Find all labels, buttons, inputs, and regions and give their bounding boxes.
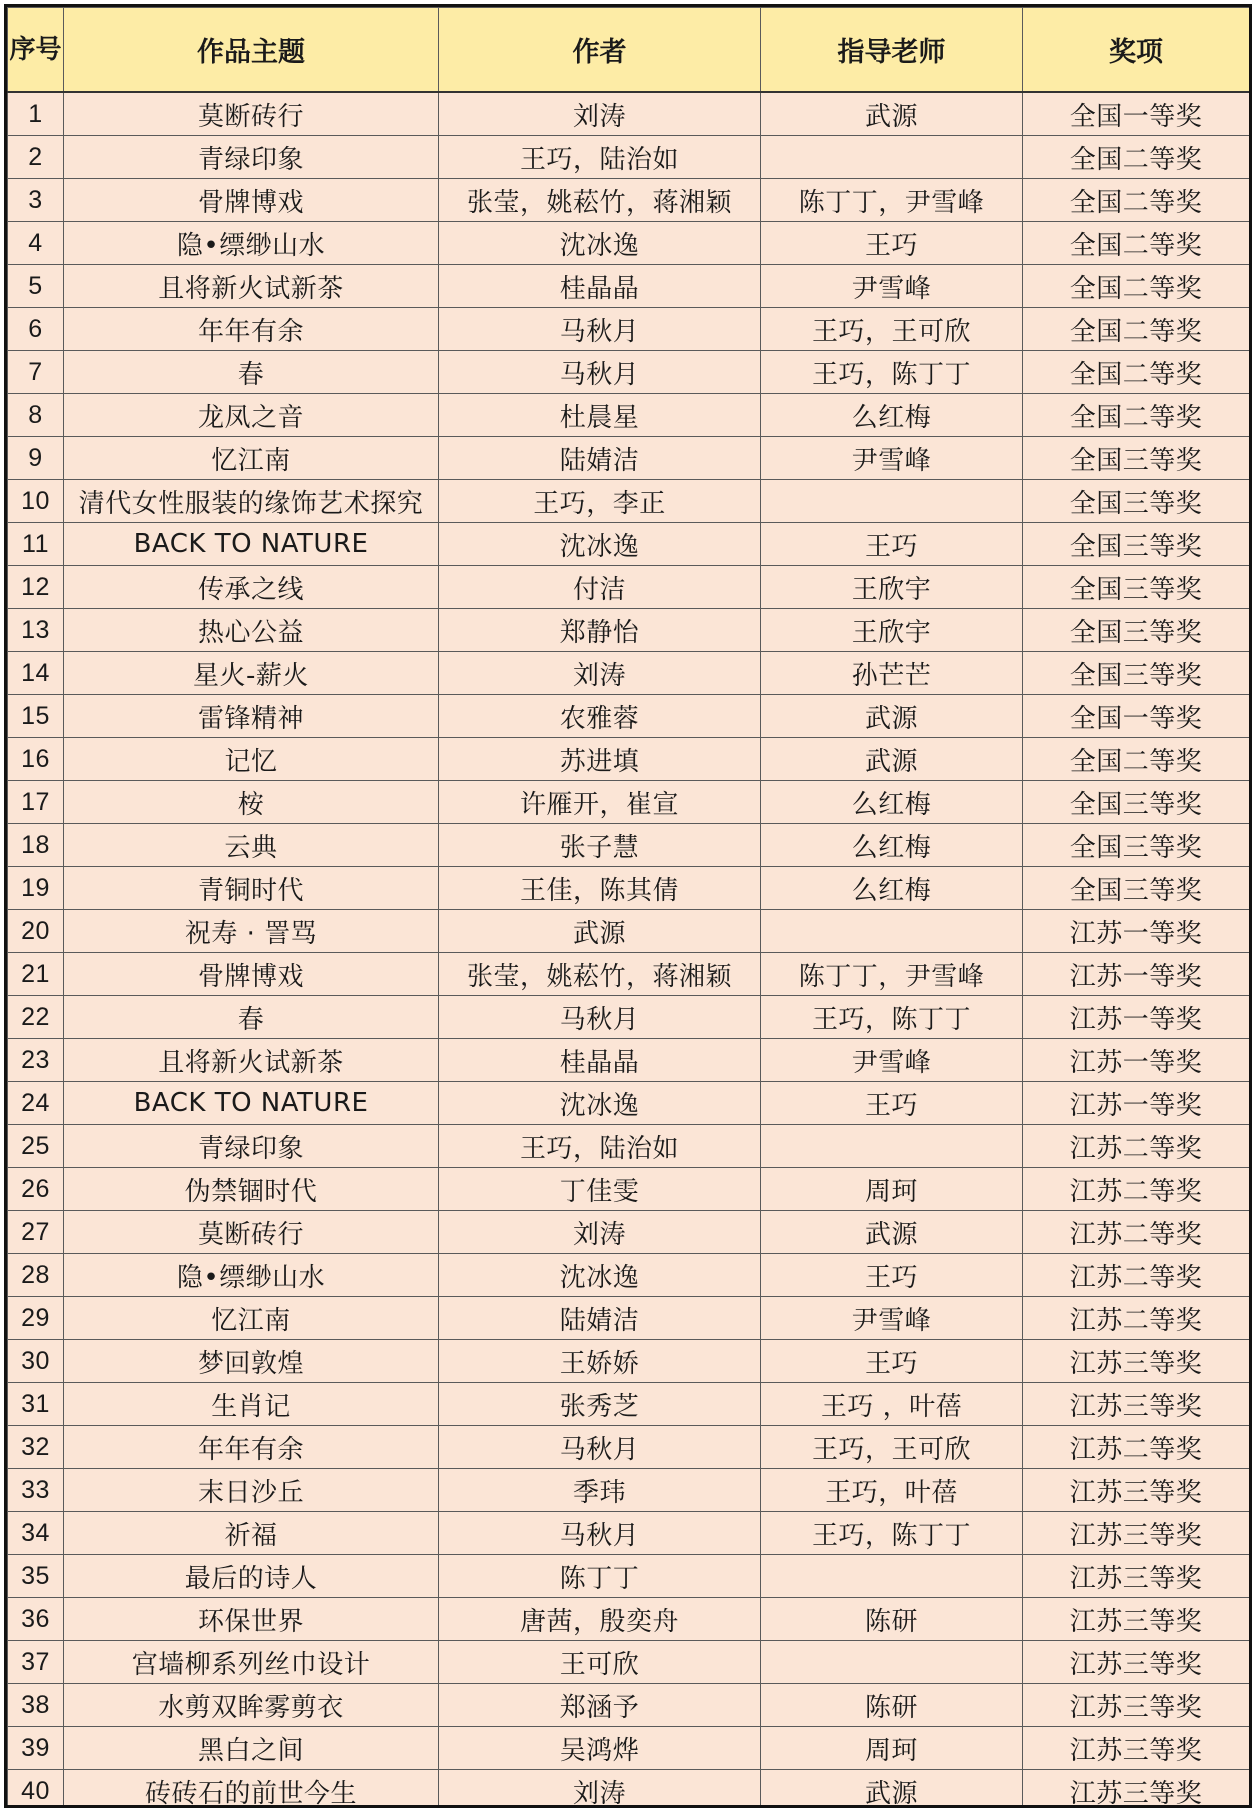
table-row [8, 1727, 1250, 1770]
cell-no: 36 [8, 1598, 64, 1641]
table-row [8, 738, 1250, 781]
cell-title: 雷锋精神 [64, 695, 439, 738]
cell-author: 王娇娇 [439, 1340, 761, 1383]
cell-award: 全国二等奖 [1023, 265, 1250, 308]
cell-award: 全国三等奖 [1023, 867, 1250, 910]
cell-author: 郑静怡 [439, 609, 761, 652]
cell-teacher: 王巧，王可欣 [761, 308, 1023, 351]
cell-author: 季玮 [439, 1469, 761, 1512]
cell-award: 江苏三等奖 [1023, 1641, 1250, 1684]
cell-title: 莫断砖行 [64, 92, 439, 136]
cell-teacher [761, 136, 1023, 179]
table-row [8, 609, 1250, 652]
cell-award: 江苏二等奖 [1023, 1211, 1250, 1254]
cell-title: 环保世界 [64, 1598, 439, 1641]
cell-award: 江苏三等奖 [1023, 1555, 1250, 1598]
table-row [8, 1340, 1250, 1383]
cell-no: 29 [8, 1297, 64, 1340]
table-body [8, 92, 1250, 1808]
cell-author: 陈丁丁 [439, 1555, 761, 1598]
cell-author: 张莹，姚菘竹，蒋湘颖 [439, 953, 761, 996]
cell-no: 30 [8, 1340, 64, 1383]
cell-award: 江苏二等奖 [1023, 1426, 1250, 1469]
cell-title: 骨牌博戏 [64, 179, 439, 222]
cell-author: 杜晨星 [439, 394, 761, 437]
table-row [8, 1555, 1250, 1598]
cell-author: 陆婧洁 [439, 1297, 761, 1340]
header-no: 序号 [8, 8, 64, 93]
cell-no: 22 [8, 996, 64, 1039]
table-row [8, 1254, 1250, 1297]
cell-author: 张子慧 [439, 824, 761, 867]
table-row [8, 996, 1250, 1039]
cell-title: 水剪双眸雾剪衣 [64, 1684, 439, 1727]
cell-title: 砖砖石的前世今生 [64, 1770, 439, 1809]
cell-teacher: 么红梅 [761, 824, 1023, 867]
table-row [8, 394, 1250, 437]
cell-teacher: 周珂 [761, 1168, 1023, 1211]
cell-no: 8 [8, 394, 64, 437]
cell-title: 莫断砖行 [64, 1211, 439, 1254]
table-row [8, 652, 1250, 695]
cell-award: 江苏三等奖 [1023, 1340, 1250, 1383]
cell-award: 全国二等奖 [1023, 222, 1250, 265]
awards-table [7, 7, 1250, 1808]
cell-title: 宫墙柳系列丝巾设计 [64, 1641, 439, 1684]
table-row [8, 1684, 1250, 1727]
cell-title: 末日沙丘 [64, 1469, 439, 1512]
cell-title: 青铜时代 [64, 867, 439, 910]
cell-teacher: 陈丁丁，尹雪峰 [761, 179, 1023, 222]
cell-no: 23 [8, 1039, 64, 1082]
cell-teacher: 王巧 [761, 1082, 1023, 1125]
table-row [8, 1125, 1250, 1168]
cell-title: 清代女性服装的缘饰艺术探究 [64, 480, 439, 523]
cell-author: 刘涛 [439, 1211, 761, 1254]
cell-award: 江苏一等奖 [1023, 1039, 1250, 1082]
cell-no: 15 [8, 695, 64, 738]
cell-award: 江苏一等奖 [1023, 953, 1250, 996]
cell-teacher [761, 910, 1023, 953]
table-row [8, 1641, 1250, 1684]
cell-no: 2 [8, 136, 64, 179]
cell-award: 全国三等奖 [1023, 437, 1250, 480]
table-row [8, 136, 1250, 179]
cell-no: 20 [8, 910, 64, 953]
table-row [8, 1039, 1250, 1082]
cell-no: 5 [8, 265, 64, 308]
table-row [8, 1426, 1250, 1469]
cell-no: 7 [8, 351, 64, 394]
cell-no: 40 [8, 1770, 64, 1809]
cell-award: 全国三等奖 [1023, 781, 1250, 824]
cell-title: 祈福 [64, 1512, 439, 1555]
cell-author: 张秀芝 [439, 1383, 761, 1426]
cell-title: 星火-薪火 [64, 652, 439, 695]
header-row [8, 8, 1250, 93]
table-row [8, 910, 1250, 953]
cell-title: 龙凤之音 [64, 394, 439, 437]
cell-title: 忆江南 [64, 437, 439, 480]
cell-teacher: 陈丁丁，尹雪峰 [761, 953, 1023, 996]
cell-title: 热心公益 [64, 609, 439, 652]
cell-award: 江苏一等奖 [1023, 996, 1250, 1039]
cell-no: 10 [8, 480, 64, 523]
cell-no: 35 [8, 1555, 64, 1598]
cell-award: 全国二等奖 [1023, 351, 1250, 394]
table-row [8, 953, 1250, 996]
cell-award: 江苏三等奖 [1023, 1469, 1250, 1512]
cell-author: 王巧，陆治如 [439, 1125, 761, 1168]
cell-teacher: 武源 [761, 1211, 1023, 1254]
cell-title: 记忆 [64, 738, 439, 781]
cell-no: 3 [8, 179, 64, 222]
cell-author: 刘涛 [439, 652, 761, 695]
cell-no: 6 [8, 308, 64, 351]
table-row [8, 824, 1250, 867]
table-row [8, 222, 1250, 265]
cell-no: 33 [8, 1469, 64, 1512]
table-row [8, 1297, 1250, 1340]
cell-author: 沈冰逸 [439, 1254, 761, 1297]
cell-teacher: 尹雪峰 [761, 1297, 1023, 1340]
cell-teacher: 陈研 [761, 1598, 1023, 1641]
cell-teacher: 王巧 [761, 1340, 1023, 1383]
cell-title: 春 [64, 351, 439, 394]
cell-author: 王巧，李正 [439, 480, 761, 523]
cell-no: 17 [8, 781, 64, 824]
cell-award: 全国一等奖 [1023, 695, 1250, 738]
cell-teacher: 王巧，陈丁丁 [761, 1512, 1023, 1555]
cell-no: 18 [8, 824, 64, 867]
cell-award: 江苏一等奖 [1023, 910, 1250, 953]
cell-award: 全国二等奖 [1023, 394, 1250, 437]
cell-teacher: 孙芒芒 [761, 652, 1023, 695]
cell-author: 武源 [439, 910, 761, 953]
cell-teacher: 王巧，陈丁丁 [761, 996, 1023, 1039]
cell-no: 27 [8, 1211, 64, 1254]
cell-title: 忆江南 [64, 1297, 439, 1340]
table-row [8, 1383, 1250, 1426]
cell-award: 江苏三等奖 [1023, 1383, 1250, 1426]
cell-title: 年年有余 [64, 1426, 439, 1469]
header-author: 作者 [439, 8, 761, 93]
cell-no: 38 [8, 1684, 64, 1727]
cell-award: 江苏二等奖 [1023, 1297, 1250, 1340]
cell-teacher: 么红梅 [761, 781, 1023, 824]
cell-title: BACK TO NATURE [64, 523, 439, 566]
cell-award: 全国二等奖 [1023, 179, 1250, 222]
table-row [8, 695, 1250, 738]
cell-title: 隐•缥缈山水 [64, 222, 439, 265]
cell-teacher: 尹雪峰 [761, 437, 1023, 480]
cell-author: 马秋月 [439, 308, 761, 351]
cell-title: 青绿印象 [64, 136, 439, 179]
cell-author: 王可欣 [439, 1641, 761, 1684]
cell-award: 江苏二等奖 [1023, 1254, 1250, 1297]
cell-teacher: 武源 [761, 92, 1023, 136]
cell-no: 11 [8, 523, 64, 566]
cell-no: 21 [8, 953, 64, 996]
cell-author: 王巧，陆治如 [439, 136, 761, 179]
cell-award: 江苏一等奖 [1023, 1082, 1250, 1125]
cell-award: 全国三等奖 [1023, 652, 1250, 695]
table-row [8, 179, 1250, 222]
cell-award: 全国三等奖 [1023, 480, 1250, 523]
cell-teacher: 周珂 [761, 1727, 1023, 1770]
cell-author: 农雅蓉 [439, 695, 761, 738]
cell-no: 32 [8, 1426, 64, 1469]
table-row [8, 1168, 1250, 1211]
cell-title: 祝寿 · 詈骂 [64, 910, 439, 953]
cell-teacher [761, 1641, 1023, 1684]
cell-author: 陆婧洁 [439, 437, 761, 480]
cell-author: 桂晶晶 [439, 1039, 761, 1082]
cell-award: 全国三等奖 [1023, 824, 1250, 867]
table-row [8, 1082, 1250, 1125]
cell-award: 江苏三等奖 [1023, 1598, 1250, 1641]
cell-teacher: 王巧，陈丁丁 [761, 351, 1023, 394]
cell-award: 江苏三等奖 [1023, 1727, 1250, 1770]
cell-award: 江苏二等奖 [1023, 1168, 1250, 1211]
cell-title: 伪禁锢时代 [64, 1168, 439, 1211]
table-row [8, 867, 1250, 910]
cell-no: 9 [8, 437, 64, 480]
cell-title: 骨牌博戏 [64, 953, 439, 996]
table-row [8, 437, 1250, 480]
cell-author: 吴鸿烨 [439, 1727, 761, 1770]
table-row [8, 351, 1250, 394]
cell-teacher: 武源 [761, 738, 1023, 781]
table-row [8, 1512, 1250, 1555]
cell-no: 31 [8, 1383, 64, 1426]
cell-no: 25 [8, 1125, 64, 1168]
cell-teacher: 王巧 [761, 523, 1023, 566]
header-teacher: 指导老师 [761, 8, 1023, 93]
cell-author: 苏进填 [439, 738, 761, 781]
header-title: 作品主题 [64, 8, 439, 93]
cell-title: 梦回敦煌 [64, 1340, 439, 1383]
cell-no: 12 [8, 566, 64, 609]
cell-author: 桂晶晶 [439, 265, 761, 308]
cell-award: 全国一等奖 [1023, 92, 1250, 136]
cell-teacher: 王巧，王可欣 [761, 1426, 1023, 1469]
cell-no: 4 [8, 222, 64, 265]
cell-title: 传承之线 [64, 566, 439, 609]
cell-no: 26 [8, 1168, 64, 1211]
cell-no: 16 [8, 738, 64, 781]
cell-no: 37 [8, 1641, 64, 1684]
cell-teacher [761, 480, 1023, 523]
cell-teacher: 王巧，叶蓓 [761, 1469, 1023, 1512]
cell-teacher: 么红梅 [761, 394, 1023, 437]
cell-no: 19 [8, 867, 64, 910]
cell-author: 唐茜，殷奕舟 [439, 1598, 761, 1641]
cell-author: 丁佳雯 [439, 1168, 761, 1211]
table-row [8, 1211, 1250, 1254]
cell-teacher: 陈研 [761, 1684, 1023, 1727]
table-row [8, 92, 1250, 136]
cell-author: 付洁 [439, 566, 761, 609]
cell-teacher: 王巧 [761, 1254, 1023, 1297]
table-row [8, 523, 1250, 566]
cell-no: 28 [8, 1254, 64, 1297]
cell-teacher: 么红梅 [761, 867, 1023, 910]
cell-author: 马秋月 [439, 1426, 761, 1469]
cell-teacher: 武源 [761, 695, 1023, 738]
header-award: 奖项 [1023, 8, 1250, 93]
cell-award: 全国三等奖 [1023, 609, 1250, 652]
cell-author: 许雁开，崔宣 [439, 781, 761, 824]
cell-teacher: 王巧 ，叶蓓 [761, 1383, 1023, 1426]
table-row [8, 1469, 1250, 1512]
awards-sheet [4, 4, 1252, 1808]
cell-title: 年年有余 [64, 308, 439, 351]
cell-teacher: 王欣宇 [761, 566, 1023, 609]
cell-author: 张莹，姚菘竹，蒋湘颖 [439, 179, 761, 222]
cell-award: 江苏三等奖 [1023, 1684, 1250, 1727]
cell-award: 全国三等奖 [1023, 566, 1250, 609]
cell-teacher [761, 1555, 1023, 1598]
cell-author: 刘涛 [439, 1770, 761, 1809]
cell-author: 沈冰逸 [439, 1082, 761, 1125]
cell-author: 马秋月 [439, 351, 761, 394]
cell-author: 沈冰逸 [439, 222, 761, 265]
cell-no: 1 [8, 92, 64, 136]
cell-teacher: 武源 [761, 1770, 1023, 1809]
cell-title: 最后的诗人 [64, 1555, 439, 1598]
cell-author: 郑涵予 [439, 1684, 761, 1727]
cell-title: 隐•缥缈山水 [64, 1254, 439, 1297]
cell-award: 江苏三等奖 [1023, 1512, 1250, 1555]
cell-title: 桉 [64, 781, 439, 824]
cell-teacher: 王欣宇 [761, 609, 1023, 652]
cell-award: 全国二等奖 [1023, 738, 1250, 781]
cell-award: 全国三等奖 [1023, 523, 1250, 566]
cell-no: 34 [8, 1512, 64, 1555]
cell-author: 马秋月 [439, 996, 761, 1039]
table-row [8, 566, 1250, 609]
table-row [8, 480, 1250, 523]
cell-teacher: 王巧 [761, 222, 1023, 265]
cell-award: 江苏二等奖 [1023, 1125, 1250, 1168]
table-row [8, 308, 1250, 351]
cell-author: 刘涛 [439, 92, 761, 136]
cell-author: 马秋月 [439, 1512, 761, 1555]
cell-teacher [761, 1125, 1023, 1168]
cell-title: 云典 [64, 824, 439, 867]
cell-author: 王佳，陈其倩 [439, 867, 761, 910]
cell-title: 且将新火试新茶 [64, 265, 439, 308]
cell-title: 春 [64, 996, 439, 1039]
cell-title: 青绿印象 [64, 1125, 439, 1168]
table-row [8, 265, 1250, 308]
cell-award: 全国二等奖 [1023, 308, 1250, 351]
cell-teacher: 尹雪峰 [761, 265, 1023, 308]
cell-award: 全国二等奖 [1023, 136, 1250, 179]
cell-author: 沈冰逸 [439, 523, 761, 566]
cell-no: 24 [8, 1082, 64, 1125]
cell-title: 黑白之间 [64, 1727, 439, 1770]
table-row [8, 1598, 1250, 1641]
cell-title: 且将新火试新茶 [64, 1039, 439, 1082]
cell-no: 13 [8, 609, 64, 652]
cell-title: 生肖记 [64, 1383, 439, 1426]
cell-title: BACK TO NATURE [64, 1082, 439, 1125]
table-row [8, 781, 1250, 824]
table-row [8, 1770, 1250, 1809]
cell-award: 江苏三等奖 [1023, 1770, 1250, 1809]
cell-no: 39 [8, 1727, 64, 1770]
cell-no: 14 [8, 652, 64, 695]
cell-teacher: 尹雪峰 [761, 1039, 1023, 1082]
